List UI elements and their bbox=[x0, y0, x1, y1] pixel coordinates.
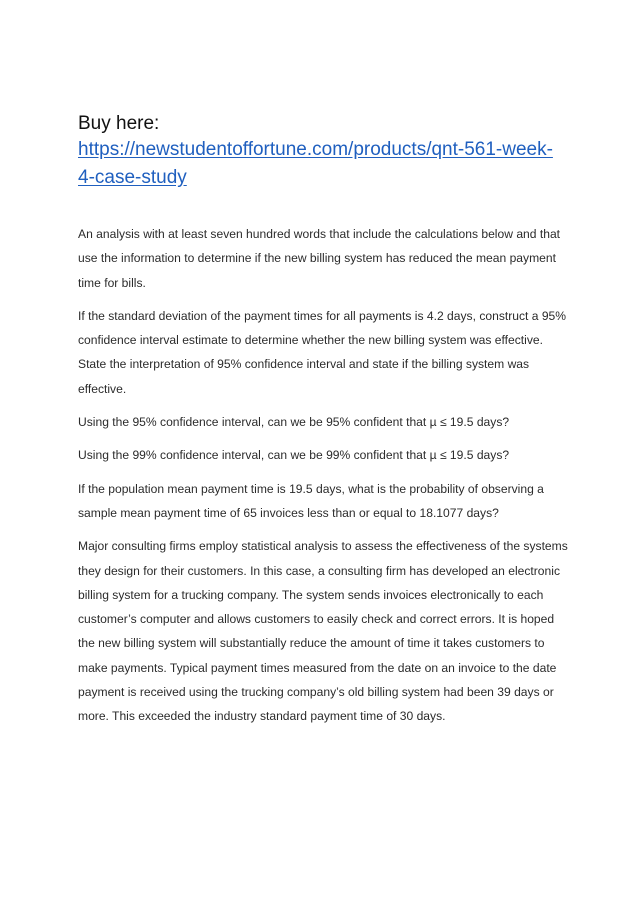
paragraph-analysis-intro: An analysis with at least seven hundred words that include the calculations below and that use the information to determine if the new billing system has reduced the mean payment time for bills. bbox=[78, 227, 561, 290]
paragraph-case-background: Major consulting firms employ statistical analysis to assess the effectiveness of the systems they design for their customers. In this case, a consulting firm has developed an electronic billing system for a trucking company. The system sends invoices electronically to each customer’s computer and allows customers to easily check and correct errors. It is hoped the new billing system will substantially reduce the amount of time it takes customers to make payments. Typical payment times measured from the date on an invoice to the date payment is received using the trucking company’s old billing system had been 39 days or more. This exceeded the industry standard payment time of 30 days. bbox=[78, 539, 568, 724]
paragraph-probability: If the population mean payment time is 19.5 days, what is the probability of observing a sample mean payment time of 65 invoices less than or equal to 18.1077 days? bbox=[78, 481, 544, 520]
product-link-line-1: https://newstudentoffortune.com/products/qnt-561-week- bbox=[78, 139, 553, 160]
buy-here-label: Buy here: bbox=[78, 113, 160, 134]
product-link[interactable] bbox=[78, 136, 568, 192]
paragraph-question-95: Using the 95% confidence interval, can we be 95% confident that µ ≤ 19.5 days? bbox=[78, 415, 510, 430]
document-body bbox=[78, 112, 568, 729]
paragraph-question-99: Using the 99% confidence interval, can we be 99% confident that µ ≤ 19.5 days? bbox=[78, 448, 510, 463]
paragraph-confidence-interval: If the standard deviation of the payment times for all payments is 4.2 days, construct a 95% confidence interval estimate to determine whether the new billing system was effective. State the interpretation of 95% confidence interval and state if the billing system was effective. bbox=[78, 308, 567, 396]
product-link-line-2: 4-case-study bbox=[78, 167, 187, 188]
